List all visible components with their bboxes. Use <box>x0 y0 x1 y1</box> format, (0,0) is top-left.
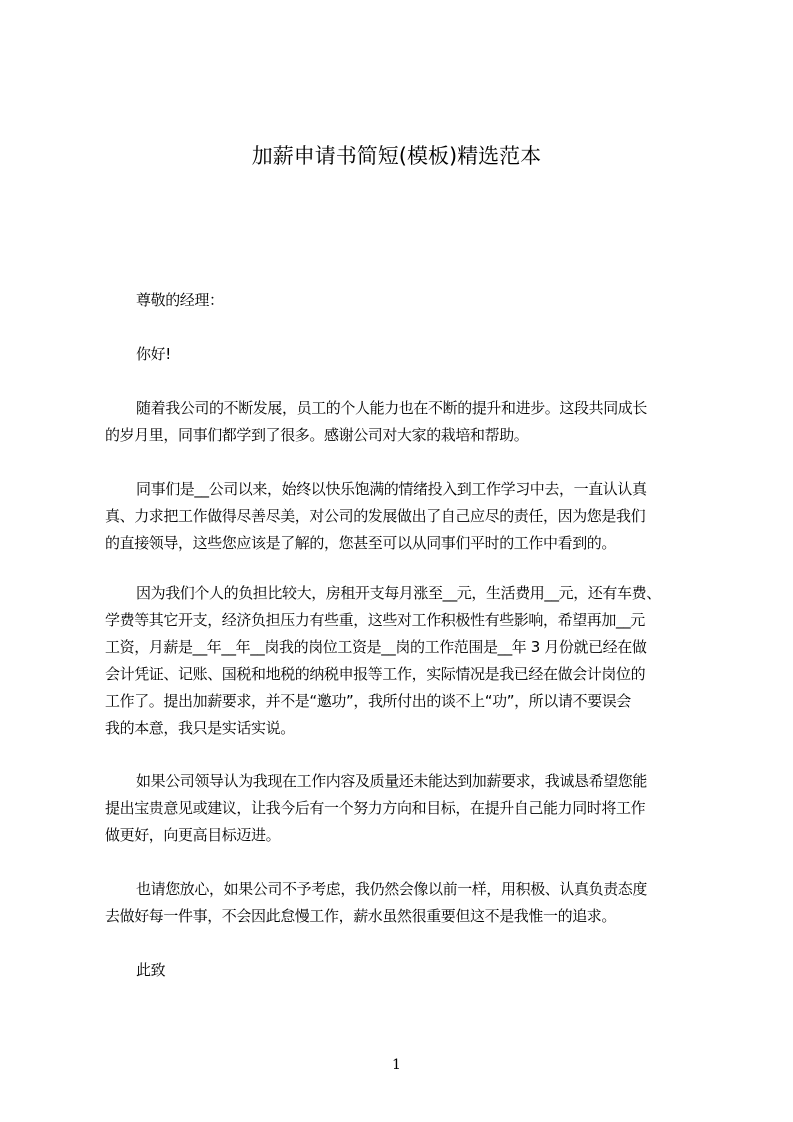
hello-line: 你好! <box>136 345 171 363</box>
paragraph-3-line-5: 工作了。提出加薪要求，并不是“邀功”，我所付出的谈不上“功”，所以请不要误会 <box>105 692 631 710</box>
paragraph-2-line-2: 真、力求把工作做得尽善尽美，对公司的发展做出了自己应尽的责任，因为您是我们 <box>105 507 646 525</box>
paragraph-1-line-2: 的岁月里，同事们都学到了很多。感谢公司对大家的栽培和帮助。 <box>105 426 529 444</box>
greeting: 尊敬的经理： <box>136 291 224 309</box>
paragraph-2-line-3: 的直接领导，这些您应该是了解的，您甚至可以从同事们平时的工作中看到的。 <box>105 534 617 552</box>
paragraph-3-line-3: 工资，月薪是__年__年__岗我的岗位工资是__岗的工作范围是__年 3 月份就已经在做 <box>105 638 647 656</box>
paragraph-4-line-1: 如果公司领导认为我现在工作内容及质量还未能达到加薪要求，我诚恳希望您能 <box>136 772 648 790</box>
paragraph-5-line-2: 去做好每一件事，不会因此怠慢工作，薪水虽然很重要但这不是我惟一的追求。 <box>105 907 617 925</box>
page-number: 1 <box>392 1057 401 1073</box>
paragraph-4-line-3: 做更好，向更高目标迈进。 <box>105 826 281 844</box>
paragraph-3-line-6: 我的本意，我只是实话实说。 <box>105 719 295 737</box>
paragraph-5-line-1: 也请您放心，如果公司不予考虑，我仍然会像以前一样，用积极、认真负责态度 <box>136 880 648 898</box>
document-title: 加薪申请书简短(模板)精选范本 <box>251 144 542 168</box>
paragraph-1-line-1: 随着我公司的不断发展，员工的个人能力也在不断的提升和进步。这段共同成长 <box>136 399 648 417</box>
paragraph-2-line-1: 同事们是__公司以来，始终以快乐饱满的情绪投入到工作学习中去，一直认认真 <box>136 480 647 498</box>
paragraph-4-line-2: 提出宝贵意见或建议，让我今后有一个努力方向和目标，在提升自己能力同时将工作 <box>105 799 646 817</box>
paragraph-3-line-2: 学费等其它开支，经济负担压力有些重，这些对工作积极性有些影响，希望再加__元 <box>105 611 645 629</box>
paragraph-3-line-4: 会计凭证、记账、国税和地税的纳税申报等工作，实际情况是我已经在做会计岗位的 <box>105 665 646 683</box>
paragraph-3-line-1: 因为我们个人的负担比较大，房租开支每月涨至__元，生活费用__元，还有车费、 <box>136 584 661 602</box>
closing-line: 此致 <box>136 961 166 979</box>
